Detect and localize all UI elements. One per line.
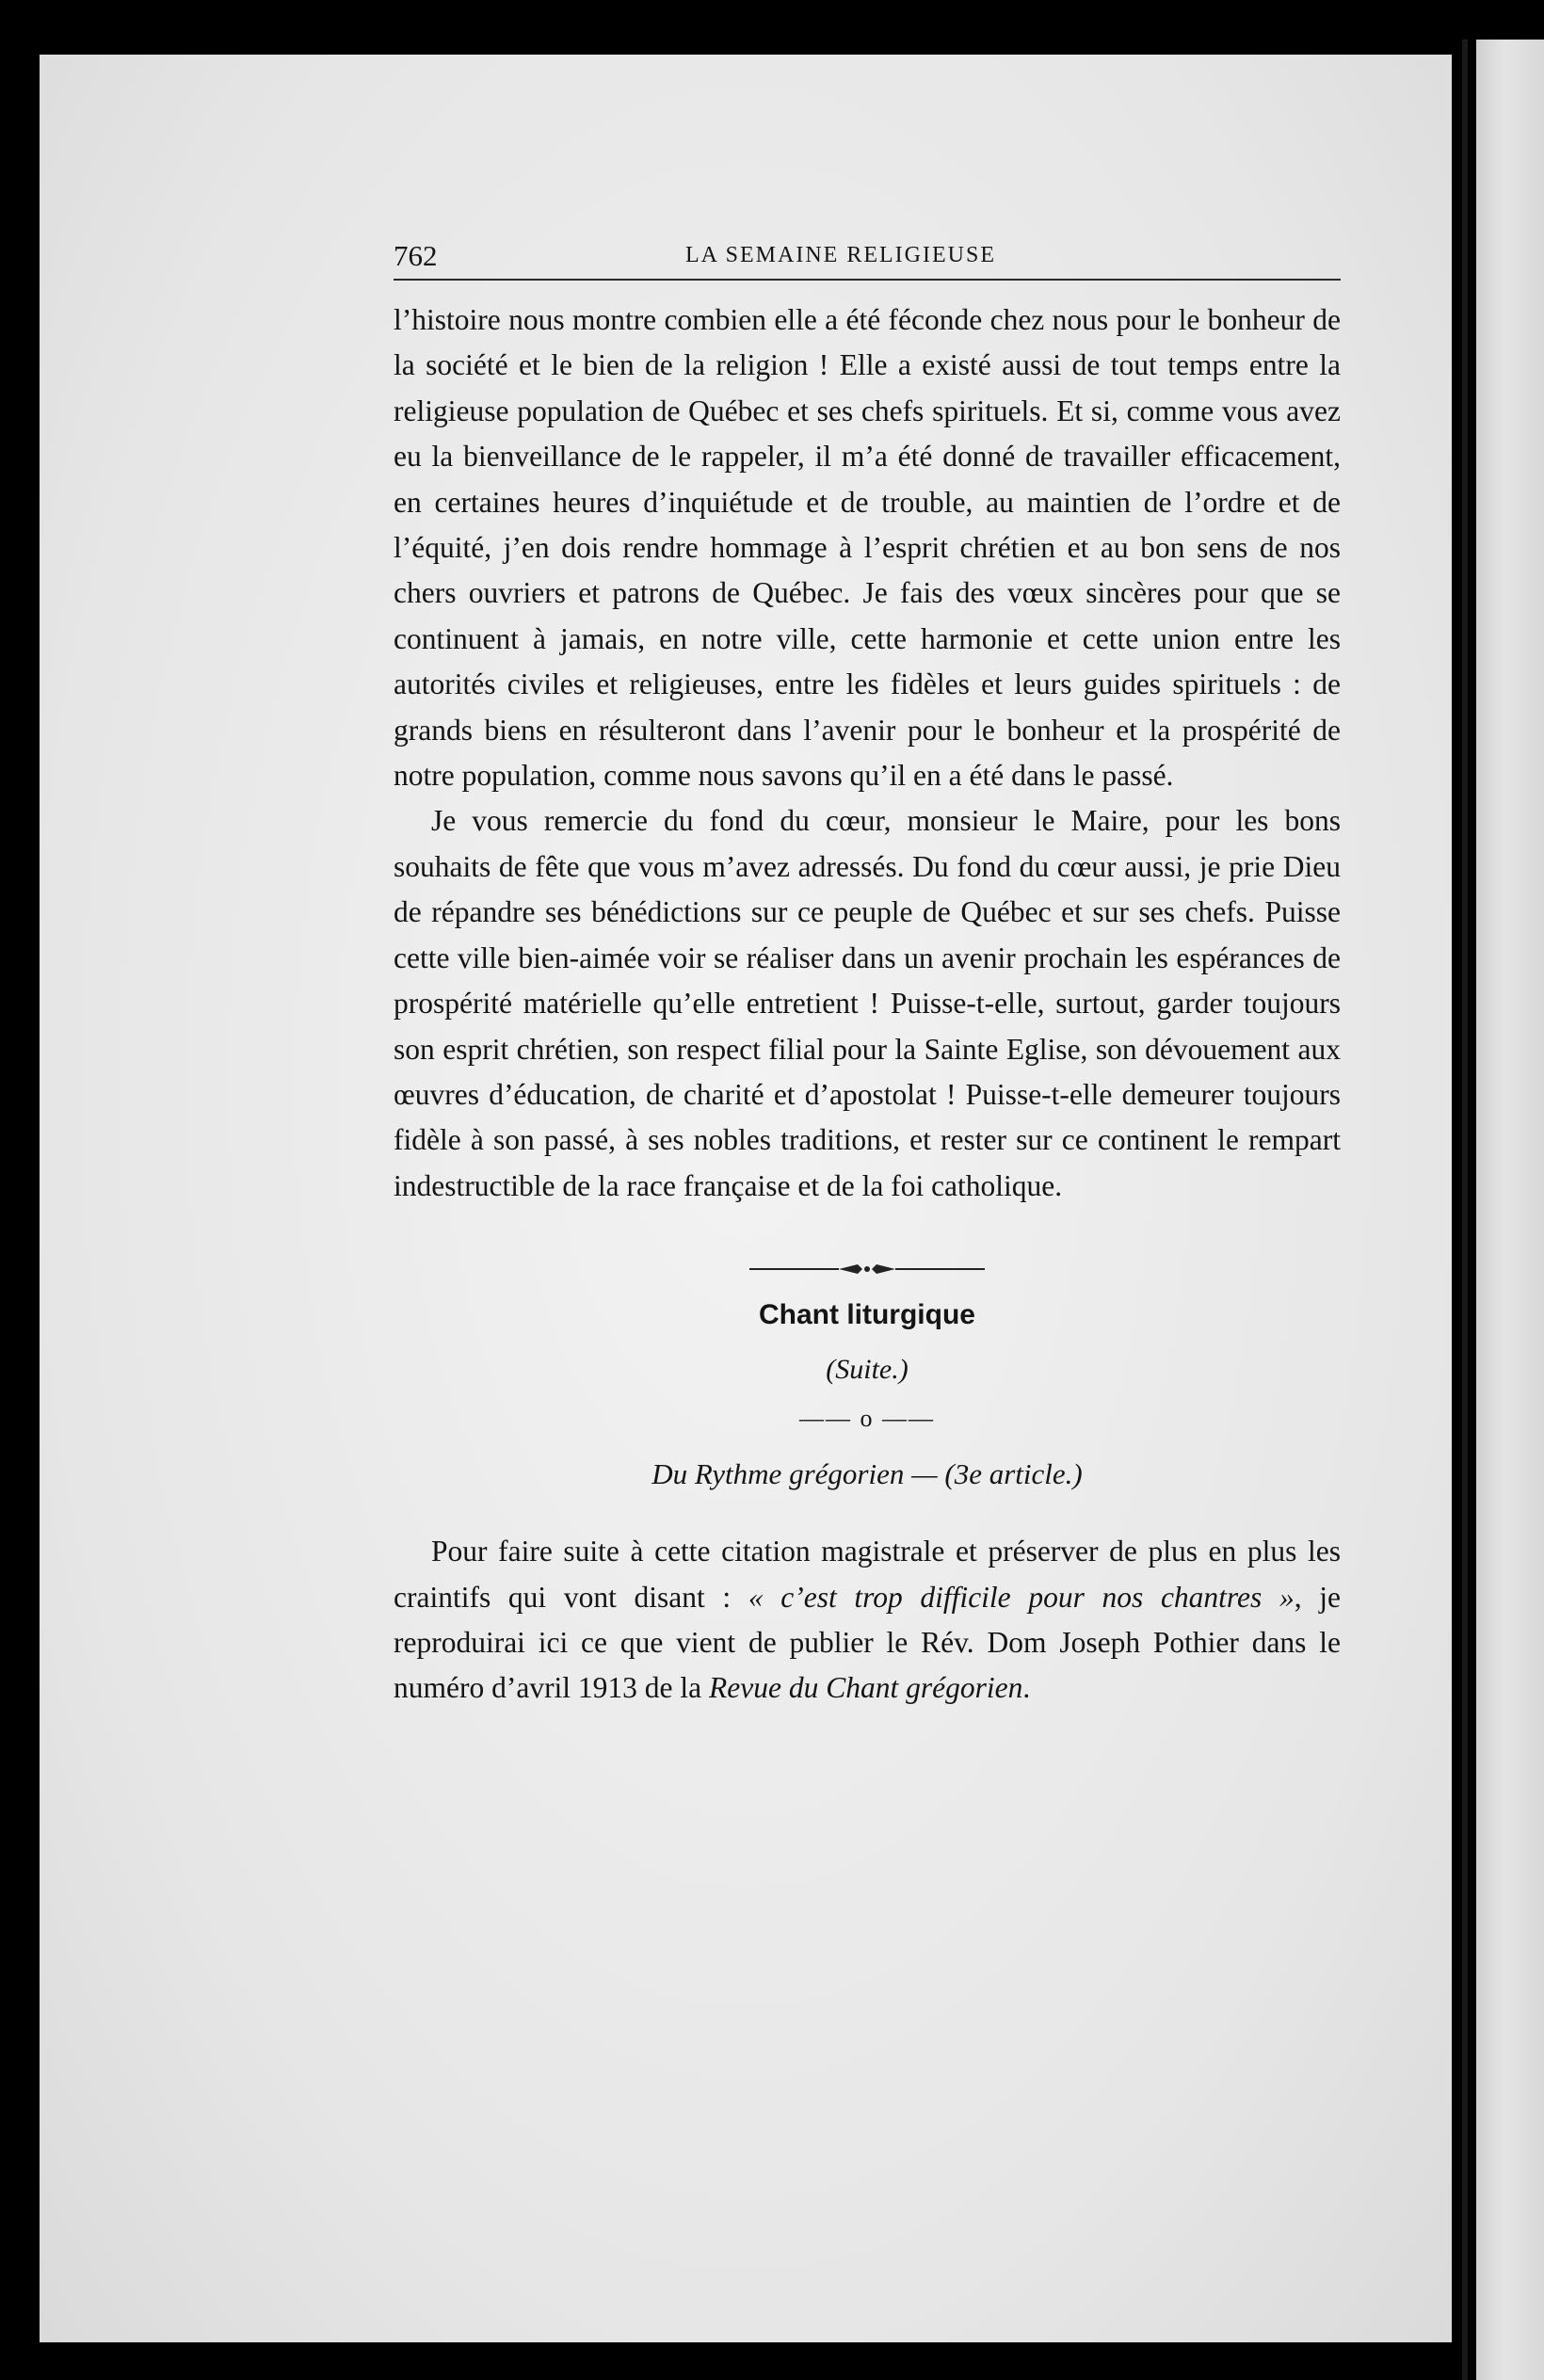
page-content [394, 235, 1341, 1712]
header-rule [394, 279, 1341, 281]
quoted-phrase: « c’est trop difficile pour nos chantres » [748, 1580, 1295, 1614]
journal-title: Revue du Chant grégorien [709, 1671, 1023, 1705]
section-ornament [749, 1258, 985, 1280]
paragraph-text: , je reproduirai ici ce que vient de publier le Rév. Dom Joseph Pothier dans le numéro d’avril 1913 de la [394, 1580, 1341, 1705]
binding-edge [1462, 40, 1468, 2380]
body-paragraph-1: l’histoire nous montre combien elle a été féconde chez nous pour le bonheur de la société et le bien de la religion ! Elle a existé aussi de tout temps entre la religieuse population de Québec et ses chefs spirituels. Et si, comme vous avez eu la bienveillance de le rappeler, il m’a été donné de travailler efficacement, en certaines heures d’inquiétude et de trouble, au maintien de l’ordre et de l’équité, j’en dois rendre hommage à l’esprit chrétien et au bon sens de nos chers ouvriers et patrons de Québec. Je fais des vœux sincères pour que se continuent à jamais, en notre ville, cette harmonie et cette union entre les autorités civiles et religieuses, entre les fidèles et leurs guides spirituels : de grands biens en résulteront dans l’avenir pour le bonheur et la prospérité de notre population, comme nous savons qu’il en a été dans le passé. [394, 303, 1341, 793]
paragraph-text: Pour faire suite à cette citation magistrale et préserver de plus en plus les craintifs qui vont disant : [394, 1535, 1341, 1614]
body-paragraph-3 [394, 1529, 1341, 1712]
section-divider: —— o —— [799, 1405, 935, 1433]
running-header [394, 235, 1341, 273]
paragraph-end: . [1022, 1671, 1031, 1705]
running-title: LA SEMAINE RELIGIEUSE [685, 243, 996, 267]
article-heading: Du Rythme grégorien — (3e article.) [651, 1457, 1083, 1491]
section-subtitle: (Suite.) [826, 1354, 909, 1386]
body-paragraph-2: Je vous remercie du fond du cœur, monsieur le Maire, pour les bons souhaits de fête que vous m’avez adressés. Du fond du cœur aussi, je prie Dieu de répandre ses bénédictions sur ce peuple de Québec et sur ses chefs. Puisse cette ville bien-aimée voir se réaliser dans un avenir prochain les espérances de prospérité matérielle qu’elle entretient ! Puisse-t-elle, surtout, garder toujours son esprit chrétien, son respect filial pour la Sainte Eglise, son dévouement aux œuvres d’éducation, de charité et d’apostolat ! Puisse-t-elle demeurer toujours fidèle à son passé, à ses nobles traditions, et rester sur ce continent le rempart indestructible de la race française et de la foi catholique. [394, 804, 1341, 1202]
adjacent-page-edge [1476, 40, 1544, 2380]
page-number: 762 [394, 239, 438, 272]
section-title: Chant liturgique [759, 1299, 975, 1331]
